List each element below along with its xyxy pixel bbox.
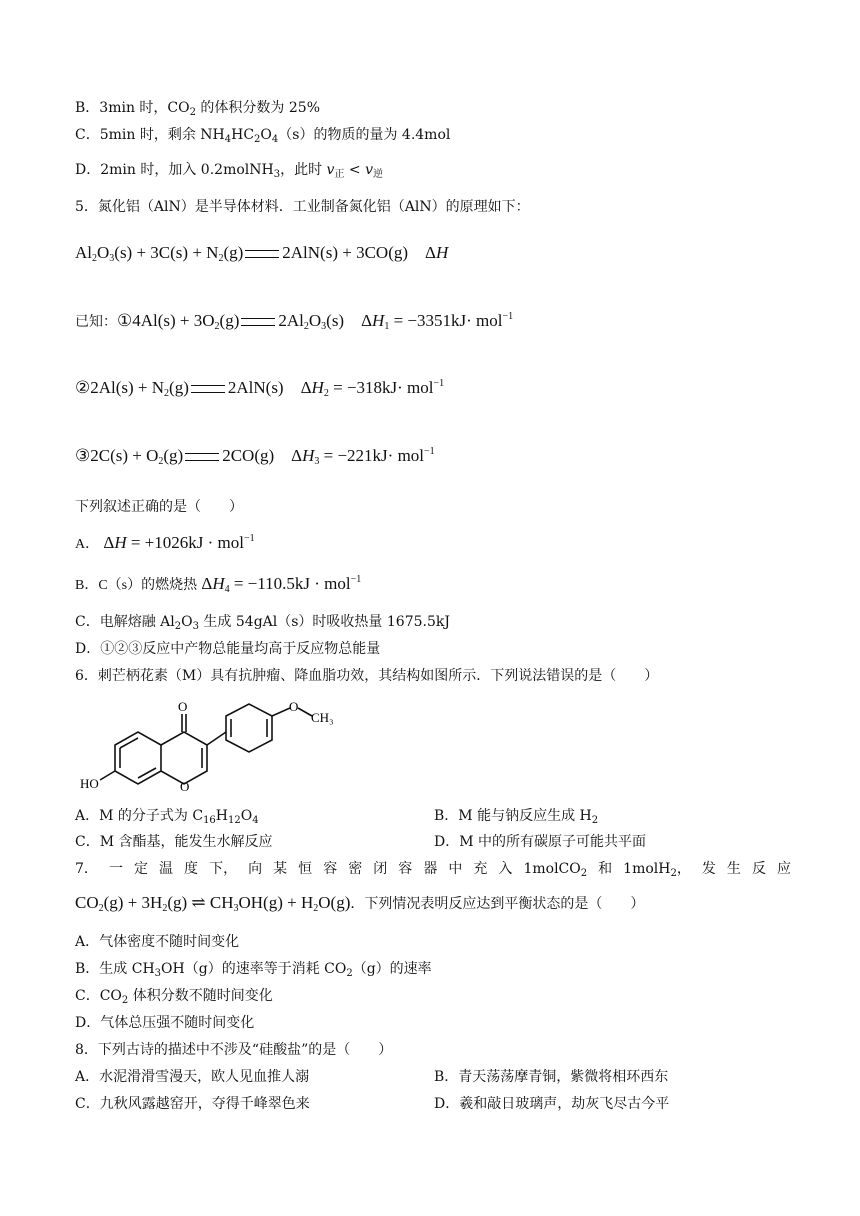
q6-option-d: D．M 中的所有碳原子可能共平面 — [434, 834, 647, 850]
svg-text:O: O — [289, 700, 299, 714]
hydroxyl-label: HO — [80, 776, 99, 791]
q8-option-a: A．水泥滑滑雪漫天，欧人见血推人溺 — [75, 1069, 310, 1085]
q7-option-c: C．$CO_2$ 体积分数不随时间变化 — [75, 988, 273, 1006]
q5-known-eq-1: 已知：①4Al(s) + $3O_2(g)$ $2Al_2O_3(s)$ $\Delta H_1 = -3351kJ\cdot mol^{-1}$ — [75, 311, 514, 332]
q5-question: 下列叙述正确的是（ ） — [75, 499, 243, 515]
q4-option-b: B．3min 时，$CO_2$ 的体积分数为 25% — [75, 100, 321, 118]
q7-option-b: B．生成 $CH_3OH(g)$的速率等于消耗 $CO_2(g)$的速率 — [75, 961, 432, 979]
q6-option-b: B．M 能与钠反应生成 $H_2$ — [434, 808, 599, 826]
q5-option-b: B．C（s）的燃烧热 $\Delta H_4 = -110.5kJ \cdot mol^{-1}$ — [75, 574, 362, 595]
q8-option-b: B．青天荡荡摩青铜，紫微将相环西东 — [434, 1069, 669, 1085]
q6-option-c: C．M 含酯基，能发生水解反应 — [75, 834, 273, 850]
methoxy-label: CH₃ — [311, 710, 334, 725]
q6-option-a: A．M 的分子式为 $C_{16}H_{12}O_4$ — [75, 808, 259, 826]
q8-option-c: C．九秋风露越窑开，夺得千峰翠色来 — [75, 1096, 310, 1112]
svg-text:O: O — [178, 700, 188, 714]
q7-option-d: D．气体总压强不随时间变化 — [75, 1015, 255, 1031]
q7-reaction-equation: $CO_2(g) + 3H_2(g)$ ⇌ $CH_3OH(g) + H_2O(g)$．下列情况表明反应达到平衡状态的是（ ） — [75, 893, 645, 914]
molecule-structure-image — [80, 700, 340, 795]
q4-option-c: C．5min 时，剩余 $NH_4HC_2O_4(s)$的物质的量为 4.4mol — [75, 127, 451, 145]
q5-option-c: C．电解熔融 $Al_2O_3$ 生成 54gAl（s）时吸收热量 1675.5kJ — [75, 614, 450, 632]
q5-option-d: D．①②③反应中产物总能量均高于反应物总能量 — [75, 641, 381, 657]
q6-stem: 6．刺芒柄花素（M）具有抗肿瘤、降血脂功效，其结构如图所示．下列说法错误的是（ ） — [75, 668, 659, 684]
q5-option-a: A． ΔH = +1026kJ · mol$^{-1}$ — [75, 533, 255, 552]
q8-option-d: D．羲和敲日玻璃声，劫灰飞尽古今平 — [434, 1096, 670, 1112]
q4-option-d: D．2min 时，加入 0.2molNH$_3$，此时 $v_正 < v_逆$ — [75, 162, 384, 180]
q5-known-eq-3: ③2C(s) + $O_2(g)$ 2CO(g) $\Delta H_3 = -221kJ\cdot mol^{-1}$ — [75, 446, 435, 467]
q5-known-eq-2: ②2Al(s) + $N_2(g)$ 2AlN(s) $\Delta H_2 = -318kJ\cdot mol^{-1}$ — [75, 378, 445, 399]
q7-option-a: A．气体密度不随时间变化 — [75, 934, 240, 950]
q8-stem: 8．下列古诗的描述中不涉及“硅酸盐”的是（ ） — [75, 1042, 393, 1058]
q5-stem: 5．氮化铝（AlN）是半导体材料．工业制备氮化铝（AlN）的原理如下： — [75, 199, 530, 215]
q7-stem-line-1: 7． 一 定 温 度 下， 向 某 恒 容 密 闭 容 器 中 充 入 1molCO$_2$ 和 1molH$_2$， 发 生 反 应 — [75, 861, 791, 879]
q5-main-equation: $Al_2O_3(s) + 3C(s) + N_2(g) 2AlN(s) + 3CO(g)$ ΔH — [75, 243, 449, 264]
svg-text:O: O — [180, 779, 190, 794]
